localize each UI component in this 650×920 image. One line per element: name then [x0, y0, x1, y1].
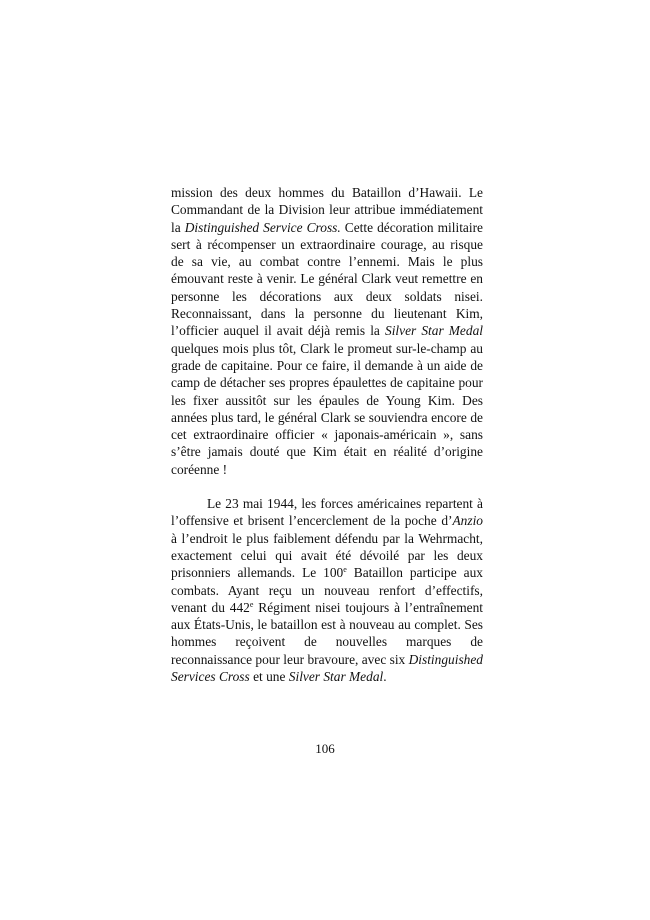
italic-title-distinguished-services-cross: Distinguished Services Cross	[171, 651, 483, 685]
italic-title-silver-star-medal: Silver Star Medal	[385, 323, 483, 339]
text-run: et une	[249, 669, 289, 685]
text-run: Le 23 mai 1944, les forces américaines repartent à l’offensive et brisent l’encerclement de la poche d’	[171, 496, 483, 529]
body-text	[171, 184, 483, 685]
italic-title-silver-star-medal: Silver Star Medal	[288, 669, 384, 685]
text-run: mission des deux hommes du Bataillon d’Hawaii. Le Commandant de la Division leur attribue immédiatement la	[171, 185, 483, 235]
paragraph-1	[171, 184, 483, 478]
page-number: 106	[315, 741, 335, 756]
italic-place-anzio: Anzio	[452, 513, 483, 529]
text-run: à l’endroit le plus faiblement défendu par la Wehrmacht, exactement celui qui avait été dévoilé par les deux prisonniers allemands. Le 100	[171, 530, 483, 581]
text-run: Cette décoration militaire sert à récompenser un extraordinaire courage, au risque de sa vie, au combat contre l’ennemi. Mais le plus émouvant reste à venir. Le général Clark veut remettre en personne les décorations aux deux soldats nisei. Reconnaissant, dans la personne du lieutenant Kim, l’officier auquel il avait déjà remis la	[171, 219, 483, 339]
paragraph-2	[171, 495, 483, 685]
text-run: Régiment nisei toujours à l’entraînement aux États-Unis, le bataillon est à nouveau au complet. Ses hommes reçoivent de nouvelles marques de reconnaissance pour leur bravoure, avec six	[171, 599, 483, 667]
ordinal-superscript: e	[249, 599, 254, 609]
ordinal-superscript: e	[343, 565, 347, 575]
text-run: .	[383, 669, 387, 685]
text-run: Bataillon participe aux combats. Ayant reçu un nouveau renfort d’effectifs, venant du 442	[171, 565, 483, 615]
italic-title-distinguished-service-cross: Distinguished Service Cross.	[184, 219, 341, 235]
text-run: quelques mois plus tôt, Clark le promeut sur-le-champ au grade de capitaine. Pour ce faire, il demande à un aide de camp de détacher ses propres épaulettes de capitaine pour les fixer aussitôt sur les épaules de Young Kim. Des années plus tard, le général Clark se souviendra encore de cet extraordinaire officier « japonais-américain », sans s’être jamais douté que Kim était en réalité d’origine coréenne !	[171, 340, 483, 477]
